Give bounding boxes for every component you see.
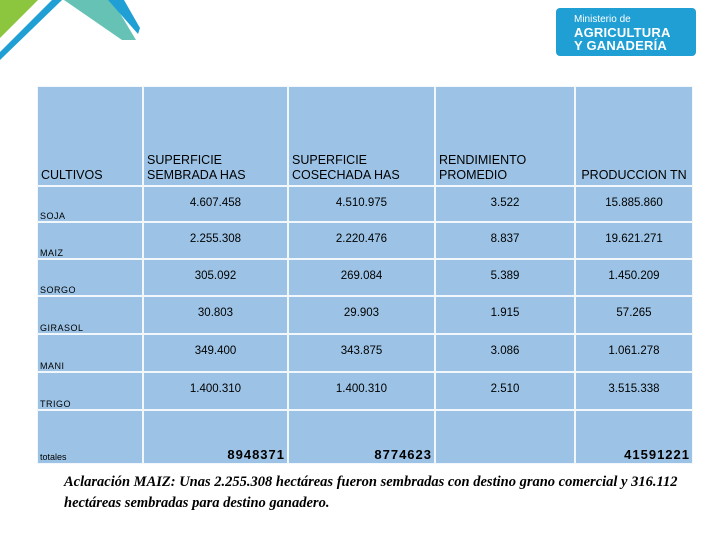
row-sorgo-rendimiento: 5.389 — [435, 259, 575, 296]
totals-label: totales — [37, 410, 143, 464]
row-mani-cultivo: MANI — [37, 334, 143, 372]
row-sorgo-cosechada: 269.084 — [288, 259, 435, 296]
row-trigo-rendimiento: 2.510 — [435, 372, 575, 410]
row-girasol-cosechada: 29.903 — [288, 296, 435, 334]
row-mani-sembrada: 349.400 — [143, 334, 288, 372]
row-soja-cultivo: SOJA — [37, 186, 143, 222]
row-sorgo-cultivo: SORGO — [37, 259, 143, 296]
header-cosechada: SUPERFICIE COSECHADA HAS — [288, 86, 435, 186]
row-mani-rendimiento: 3.086 — [435, 334, 575, 372]
row-soja-produccion: 15.885.860 — [575, 186, 693, 222]
row-mani-cosechada: 343.875 — [288, 334, 435, 372]
row-maiz-produccion: 19.621.271 — [575, 222, 693, 259]
totals-cosechada: 8774623 — [288, 410, 435, 464]
header-sembrada: SUPERFICIE SEMBRADA HAS — [143, 86, 288, 186]
row-trigo-cultivo: TRIGO — [37, 372, 143, 410]
totals-produccion: 41591221 — [575, 410, 693, 464]
crop-table — [37, 86, 693, 464]
green-triangle — [0, 0, 38, 38]
ministry-logo — [556, 8, 696, 56]
totals-sembrada: 8948371 — [143, 410, 288, 464]
row-soja-rendimiento: 3.522 — [435, 186, 575, 222]
maiz-clarification-note: Aclaración MAIZ: Unas 2.255.308 hectáreas fueron sembradas con destino grano comercial y 316.112 hectáreas sembradas para destino ganadero. — [64, 474, 678, 512]
row-soja-cosechada: 4.510.975 — [288, 186, 435, 222]
row-girasol-rendimiento: 1.915 — [435, 296, 575, 334]
logo-line-2: AGRICULTURA — [574, 25, 671, 40]
header-rendimiento: RENDIMIENTO PROMEDIO — [435, 86, 575, 186]
row-trigo-produccion: 3.515.338 — [575, 372, 693, 410]
header-produccion: PRODUCCION TN — [575, 86, 693, 186]
header-cultivos: CULTIVOS — [37, 86, 143, 186]
row-girasol-cultivo: GIRASOL — [37, 296, 143, 334]
row-maiz-cultivo: MAIZ — [37, 222, 143, 259]
row-maiz-cosechada: 2.220.476 — [288, 222, 435, 259]
row-trigo-cosechada: 1.400.310 — [288, 372, 435, 410]
corner-decoration — [0, 0, 140, 60]
row-girasol-produccion: 57.265 — [575, 296, 693, 334]
row-mani-produccion: 1.061.278 — [575, 334, 693, 372]
logo-line-3: Y GANADERÍA — [574, 38, 667, 53]
totals-rendimiento — [435, 410, 575, 464]
row-sorgo-produccion: 1.450.209 — [575, 259, 693, 296]
logo-line-1: Ministerio de — [574, 14, 631, 25]
row-girasol-sembrada: 30.803 — [143, 296, 288, 334]
row-maiz-rendimiento: 8.837 — [435, 222, 575, 259]
row-trigo-sembrada: 1.400.310 — [143, 372, 288, 410]
row-maiz-sembrada: 2.255.308 — [143, 222, 288, 259]
row-soja-sembrada: 4.607.458 — [143, 186, 288, 222]
row-sorgo-sembrada: 305.092 — [143, 259, 288, 296]
